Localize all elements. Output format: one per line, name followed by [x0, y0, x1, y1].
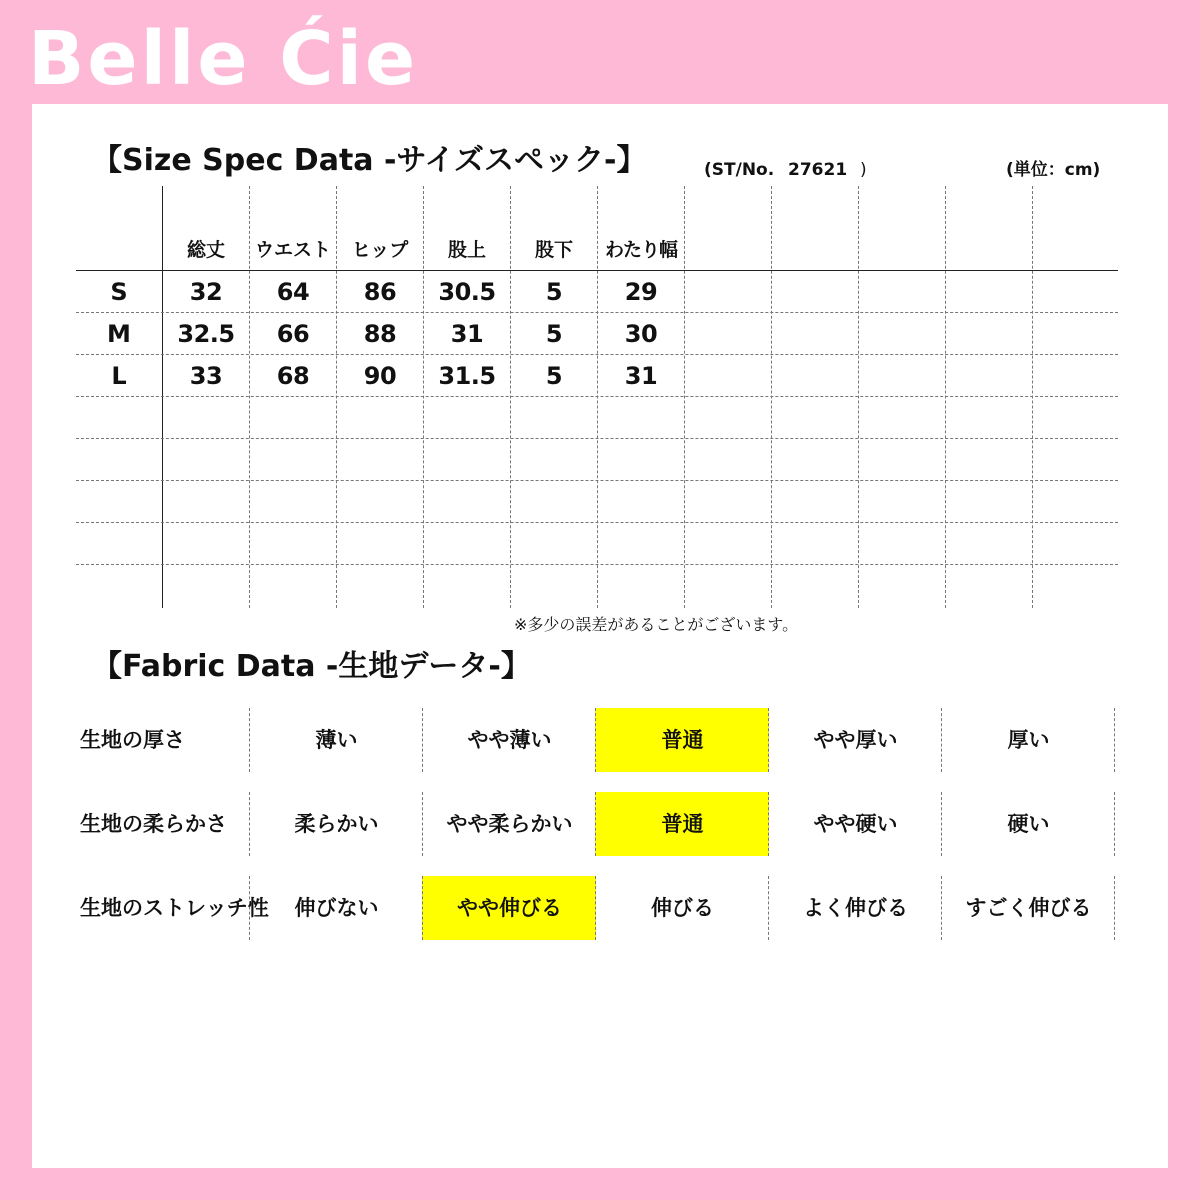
spec-panel [32, 104, 1168, 1168]
fabric-option: 薄い [249, 708, 423, 772]
column-header: 総丈 [186, 239, 225, 261]
fabric-option: 柔らかい [249, 792, 423, 856]
grid-line [76, 564, 1118, 565]
fabric-option-selected: 普通 [595, 792, 769, 856]
column-header: ウエスト [254, 239, 331, 261]
table-cell: 64 [276, 278, 310, 306]
table-cell: 32.5 [177, 320, 235, 348]
grid-line [1114, 876, 1115, 940]
size-spec-title: 【Size Spec Data -サイズスペック-】 [92, 143, 647, 178]
column-header: わたり幅 [604, 239, 677, 261]
fabric-row-thickness [76, 708, 1156, 772]
table-cell: 33 [189, 362, 223, 390]
style-number: 27621 [788, 160, 848, 180]
table-cell: 5 [545, 278, 563, 306]
size-table [76, 186, 1118, 608]
fabric-option: 伸びない [249, 876, 423, 940]
size-label: L [111, 362, 127, 390]
fabric-data-title: 【Fabric Data -生地データ-】 [92, 649, 531, 684]
table-cell: 31 [624, 362, 658, 390]
style-number-close: ) [860, 160, 867, 180]
grid-line [1114, 792, 1115, 856]
table-cell: 31 [450, 320, 484, 348]
fabric-row-stretch [76, 876, 1156, 940]
grid-line [76, 438, 1118, 439]
size-label: S [110, 278, 128, 306]
table-cell: 31.5 [438, 362, 496, 390]
table-cell: 30 [624, 320, 658, 348]
grid-line [858, 186, 859, 608]
fabric-option: 厚い [941, 708, 1115, 772]
table-cell: 66 [276, 320, 310, 348]
grid-line [945, 186, 946, 608]
unit-label: (単位：cm) [1006, 160, 1101, 180]
table-cell: 5 [545, 320, 563, 348]
fabric-row-label: 生地の厚さ [80, 728, 185, 752]
tolerance-note: ※多少の誤差があることがございます。 [514, 615, 799, 634]
fabric-option: やや厚い [768, 708, 942, 772]
grid-line [1114, 708, 1115, 772]
table-cell: 30.5 [438, 278, 496, 306]
table-cell: 29 [624, 278, 658, 306]
table-cell: 32 [189, 278, 223, 306]
fabric-option-selected: 普通 [595, 708, 769, 772]
brand-logo: Belle Ćie [28, 16, 419, 102]
grid-line [76, 480, 1118, 481]
column-header: 股上 [447, 239, 486, 261]
table-cell: 68 [276, 362, 310, 390]
fabric-row-label: 生地のストレッチ性 [80, 896, 269, 920]
fabric-option: やや薄い [422, 708, 596, 772]
fabric-option: すごく伸びる [941, 876, 1115, 940]
column-header: 股下 [534, 239, 573, 261]
fabric-option: よく伸びる [768, 876, 942, 940]
grid-line [684, 186, 685, 608]
fabric-table [76, 708, 1156, 942]
table-cell: 5 [545, 362, 563, 390]
size-label: M [107, 320, 131, 348]
fabric-option: やや柔らかい [422, 792, 596, 856]
grid-line [771, 186, 772, 608]
fabric-option: やや硬い [768, 792, 942, 856]
fabric-option: 伸びる [595, 876, 769, 940]
grid-line [76, 522, 1118, 523]
table-cell: 90 [363, 362, 397, 390]
style-number-label: (ST/No. [704, 160, 775, 180]
fabric-option-selected: やや伸びる [422, 876, 596, 940]
fabric-row-softness [76, 792, 1156, 856]
column-header: ヒップ [351, 239, 409, 261]
table-cell: 86 [363, 278, 397, 306]
grid-line [1032, 186, 1033, 608]
table-cell: 88 [363, 320, 397, 348]
fabric-row-label: 生地の柔らかさ [80, 812, 227, 836]
fabric-option: 硬い [941, 792, 1115, 856]
